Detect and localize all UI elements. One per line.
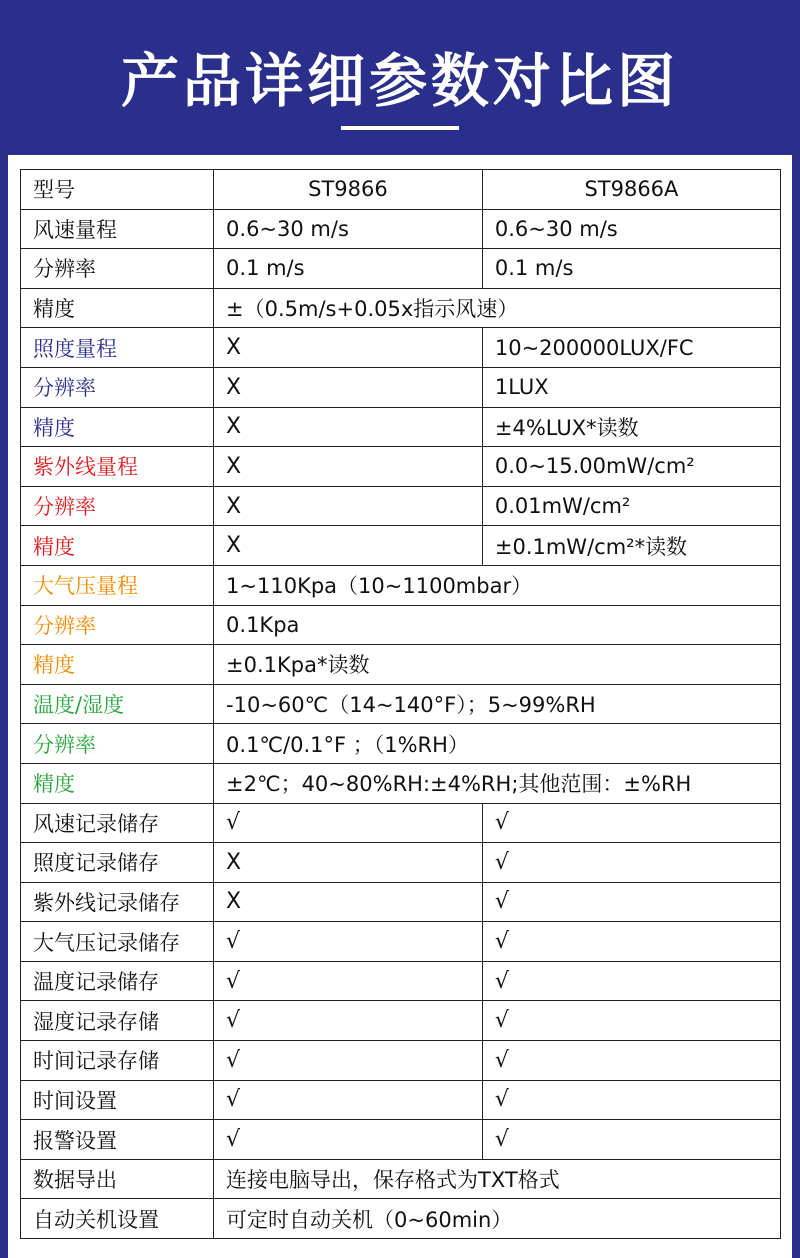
row-label: 风速量程 (21, 209, 214, 249)
row-value-st9866: 0.1 m/s (214, 249, 483, 289)
row-label: 分辨率 (21, 724, 214, 764)
row-label: 大气压量程 (21, 565, 214, 605)
row-value-shared: 0.1Kpa (214, 605, 781, 645)
row-label: 湿度记录存储 (21, 1001, 214, 1041)
row-value-st9866: X (214, 328, 483, 368)
row-value-st9866: X (214, 882, 483, 922)
table-row (21, 605, 781, 645)
row-value-st9866: X (214, 367, 483, 407)
table-row (21, 724, 781, 764)
table-row (21, 843, 781, 883)
table-row (21, 1120, 781, 1160)
table-row (21, 249, 781, 289)
row-value-shared: ±2℃；40~80%RH:±4%RH;其他范围：±%RH (214, 763, 781, 803)
row-value-st9866: √ (214, 1120, 483, 1160)
row-value-st9866a: 0.1 m/s (482, 249, 780, 289)
row-label: 精度 (21, 645, 214, 685)
table-row (21, 486, 781, 526)
row-value-st9866a: 1LUX (482, 367, 780, 407)
row-value-st9866a: √ (482, 961, 780, 1001)
row-label: 分辨率 (21, 249, 214, 289)
row-value-st9866a: ±4%LUX*读数 (482, 407, 780, 447)
row-value-st9866: √ (214, 961, 483, 1001)
row-value-st9866: X (214, 843, 483, 883)
row-value-st9866: X (214, 447, 483, 487)
row-value-st9866: X (214, 526, 483, 566)
row-value-st9866a: 0.6~30 m/s (482, 209, 780, 249)
row-label: 时间记录存储 (21, 1041, 214, 1081)
row-value-st9866: 0.6~30 m/s (214, 209, 483, 249)
header-cell-st9866a: ST9866A (482, 170, 780, 210)
row-value-st9866a: √ (482, 1080, 780, 1120)
row-label: 精度 (21, 407, 214, 447)
table-row (21, 1080, 781, 1120)
spec-comparison-table (20, 169, 781, 1239)
page-title: 产品详细参数对比图 (120, 47, 679, 115)
table-row (21, 803, 781, 843)
table-row (21, 684, 781, 724)
table-row (21, 209, 781, 249)
row-value-shared: -10~60℃（14~140°F）；5~99%RH (214, 684, 781, 724)
row-label: 报警设置 (21, 1120, 214, 1160)
row-value-st9866: √ (214, 1041, 483, 1081)
header-banner (0, 0, 800, 155)
table-row (21, 961, 781, 1001)
table-header-row (21, 170, 781, 210)
row-value-st9866a: √ (482, 1001, 780, 1041)
row-label: 紫外线量程 (21, 447, 214, 487)
row-value-st9866a: √ (482, 843, 780, 883)
row-label: 风速记录储存 (21, 803, 214, 843)
row-label: 分辨率 (21, 605, 214, 645)
table-row (21, 763, 781, 803)
table-row (21, 328, 781, 368)
header-cell-st9866: ST9866 (214, 170, 483, 210)
row-label: 分辨率 (21, 486, 214, 526)
row-value-st9866: X (214, 486, 483, 526)
table-row (21, 447, 781, 487)
row-value-st9866a: 10~200000LUX/FC (482, 328, 780, 368)
row-value-st9866a: 0.0~15.00mW/cm² (482, 447, 780, 487)
row-label: 大气压记录储存 (21, 922, 214, 962)
row-value-shared: 1~110Kpa（10~1100mbar） (214, 565, 781, 605)
row-value-shared: 可定时自动关机（0~60min） (214, 1199, 781, 1239)
row-label: 精度 (21, 526, 214, 566)
row-value-st9866a: 0.01mW/cm² (482, 486, 780, 526)
row-value-st9866: √ (214, 922, 483, 962)
table-row (21, 526, 781, 566)
table-row (21, 882, 781, 922)
table-row (21, 922, 781, 962)
row-value-st9866: X (214, 407, 483, 447)
table-row (21, 407, 781, 447)
table-row (21, 1001, 781, 1041)
row-value-st9866: √ (214, 803, 483, 843)
table-row (21, 1199, 781, 1239)
row-value-st9866a: √ (482, 803, 780, 843)
row-label: 紫外线记录储存 (21, 882, 214, 922)
row-label: 数据导出 (21, 1159, 214, 1199)
table-row (21, 288, 781, 328)
row-value-st9866a: √ (482, 882, 780, 922)
row-label: 精度 (21, 288, 214, 328)
table-row (21, 367, 781, 407)
row-value-st9866a: √ (482, 1120, 780, 1160)
row-label: 精度 (21, 763, 214, 803)
row-label: 分辨率 (21, 367, 214, 407)
row-label: 时间设置 (21, 1080, 214, 1120)
header-cell-model: 型号 (21, 170, 214, 210)
row-value-st9866a: √ (482, 1041, 780, 1081)
row-label: 照度量程 (21, 328, 214, 368)
spec-panel (8, 155, 792, 1258)
row-value-shared: 连接电脑导出，保存格式为TXT格式 (214, 1159, 781, 1199)
table-row (21, 1159, 781, 1199)
title-underline (341, 126, 459, 130)
row-value-shared: 0.1℃/0.1°F ；（1%RH） (214, 724, 781, 764)
row-value-st9866a: √ (482, 922, 780, 962)
row-label: 自动关机设置 (21, 1199, 214, 1239)
row-value-st9866a: ±0.1mW/cm²*读数 (482, 526, 780, 566)
row-value-shared: ±（0.5m/s+0.05x指示风速） (214, 288, 781, 328)
row-label: 温度/湿度 (21, 684, 214, 724)
row-value-shared: ±0.1Kpa*读数 (214, 645, 781, 685)
table-row (21, 645, 781, 685)
row-value-st9866: √ (214, 1001, 483, 1041)
table-row (21, 565, 781, 605)
row-label: 温度记录储存 (21, 961, 214, 1001)
row-value-st9866: √ (214, 1080, 483, 1120)
table-row (21, 1041, 781, 1081)
row-label: 照度记录储存 (21, 843, 214, 883)
